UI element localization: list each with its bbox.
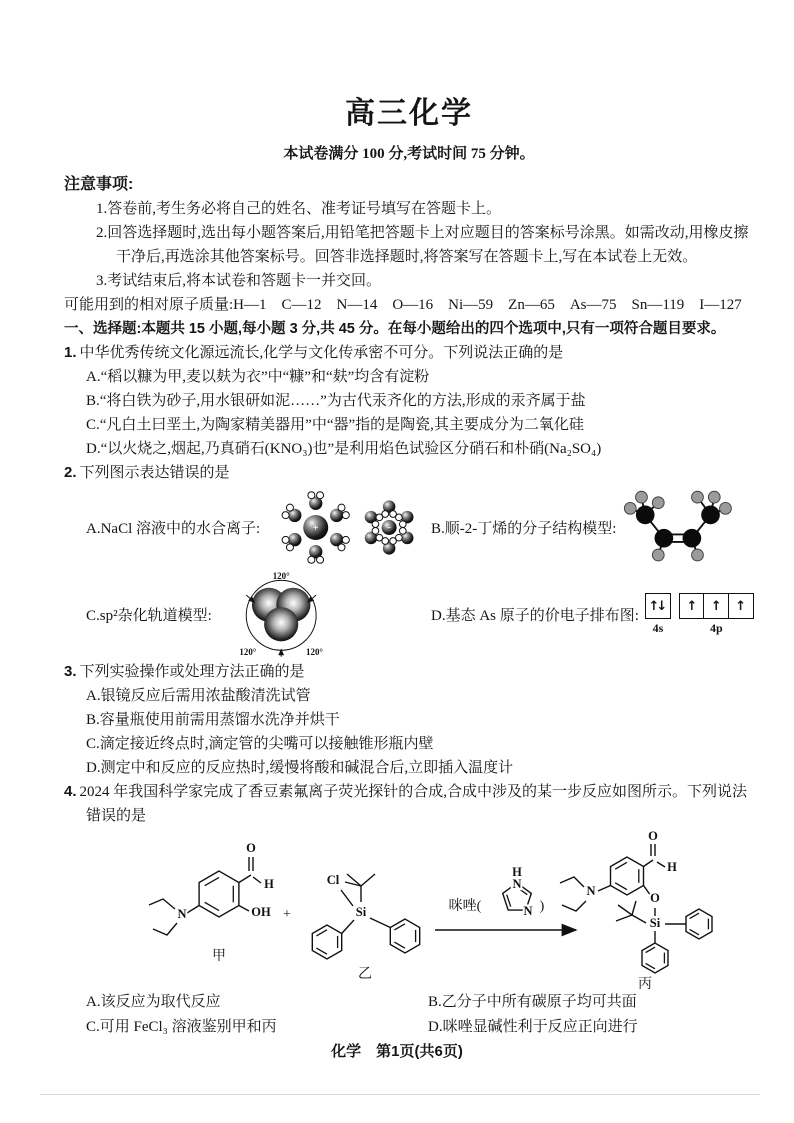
option-a-label: A.NaCl 溶液中的水合离子: (86, 520, 261, 537)
hydrated-ions-figure (264, 486, 431, 569)
question-4 (64, 780, 754, 1040)
option-b: B.乙分子中所有碳原子均可共面 (428, 994, 637, 1010)
atom-O: O (648, 830, 658, 843)
sp2-orbital-figure (230, 569, 334, 660)
notice-item-1: 1.答卷前,考生务必将自己的姓名、准考证号填写在答题卡上。 (96, 201, 502, 217)
option-c: C.“凡白土曰垩土,为陶家精美器用”中“器”指的是陶瓷,其主要成分为二氧化硅 (86, 417, 584, 433)
q2-row-ab (64, 485, 754, 569)
question-number: 1. (64, 344, 77, 361)
atom-N: N (523, 904, 533, 918)
q2-option-b (431, 485, 732, 569)
label-yi: 乙 (358, 967, 372, 982)
reaction-scheme-figure (99, 830, 719, 990)
question-number: 4. (64, 783, 77, 800)
option-b: B.容量瓶使用前需用蒸馏水洗净并烘干 (86, 712, 340, 728)
angle-label-left: 120° (239, 647, 257, 658)
electron-pair: ↑↓ (648, 598, 665, 614)
plus-sign: + (283, 907, 291, 922)
page-title: 高三化学 (345, 97, 473, 130)
reagent-imidazole: 咪唑( (448, 899, 482, 914)
question-2 (64, 461, 754, 660)
orbital-label-4p: 4p (709, 621, 723, 635)
molecule-yi (312, 873, 419, 982)
atom-Si: Si (355, 905, 367, 919)
option-d: D.“以火烧之,烟起,乃真硝石(KNO₃)也”是利用焰色试验区分硝石和朴硝(Na₂SO₄) (86, 441, 602, 457)
page-footer: 化学 第1页(共6页) (331, 1043, 463, 1060)
option-c-label: C.sp²杂化轨道模型: (86, 608, 212, 624)
question-stem: 2024 年我国科学家完成了香豆素氟离子荧光探针的合成,合成中涉及的某一步反应如图所示。下列说法错误的是 (79, 784, 748, 824)
option-c: C.可用 FeCl₃ 溶液鉴别甲和丙 (86, 1019, 277, 1035)
option-c: C.滴定接近终点时,滴定管的尖嘴可以接触锥形瓶内壁 (86, 736, 434, 752)
option-d: D.咪唑显碱性利于反应正向进行 (428, 1019, 638, 1035)
atomic-masses: 可能用到的相对原子质量:H—1 C—12 N—14 O—16 Ni—59 Zn—65 As—75 Sn—119 I—127 (64, 297, 742, 313)
q2-option-d (431, 593, 754, 636)
question-stem: 下列图示表达错误的是 (79, 465, 230, 481)
notice-item-3: 3.考试结束后,将本试卷和答题卡一并交回。 (96, 273, 382, 289)
option-b-label: B.顺-2-丁烯的分子结构模型: (431, 520, 617, 537)
reaction-arrow-group (435, 865, 576, 930)
question-1 (64, 341, 754, 461)
cation-sign: + (313, 522, 319, 534)
label-bing: 丙 (638, 977, 652, 990)
atom-N: N (586, 884, 596, 898)
cis-2-butene-model-figure (620, 485, 732, 569)
angle-label-right: 120° (305, 647, 323, 658)
q2-option-a (86, 486, 431, 569)
option-d-label: D.基态 As 原子的价电子排布图: (431, 608, 639, 624)
molecule-jia (149, 841, 274, 964)
q2-row-cd (64, 569, 754, 660)
orbital-diagram-figure (645, 593, 754, 636)
q2-option-c (86, 569, 431, 660)
exam-meta: 本试卷满分 100 分,考试时间 75 分钟。 (283, 146, 535, 162)
atom-H: H (512, 865, 522, 879)
notice-item-2: 2.回答选择题时,选出每小题答案后,用铅笔把答题卡上对应题目的答案标号涂黑。如需改动,用橡皮擦干净后,再选涂其他答案标号。回答非选择题时,将答案写在答题卡上,写在本试卷上无效。 (96, 225, 749, 265)
electron-up: ↑ (703, 593, 729, 619)
electron-up: ↑ (679, 593, 705, 619)
option-d: D.测定中和反应的反应热时,缓慢将酸和碱混合后,立即插入温度计 (86, 760, 514, 776)
option-a: A.“稻以糠为甲,麦以麸为衣”中“糠”和“麸”均含有淀粉 (86, 369, 430, 385)
option-a: A.银镜反应后需用浓盐酸清洗试管 (86, 688, 311, 704)
atom-O: O (650, 891, 660, 905)
reagent-close-paren: ) (539, 899, 545, 914)
notice-heading: 注意事项: (64, 176, 134, 193)
atom-O: O (246, 841, 256, 855)
electron-up: ↑ (728, 593, 754, 619)
section-header: 一、选择题:本题共 15 小题,每小题 3 分,共 45 分。在每小题给出的四个选项中,只有一项符合题目要求。 (64, 321, 726, 337)
anion-sign: − (386, 522, 392, 532)
question-stem: 中华优秀传统文化源远流长,化学与文化传承密不可分。下列说法正确的是 (79, 345, 564, 361)
atom-OH: OH (251, 905, 271, 919)
atom-N: N (177, 907, 187, 921)
question-number: 2. (64, 464, 77, 481)
atom-H: H (264, 877, 274, 891)
question-number: 3. (64, 663, 77, 680)
atom-Cl: Cl (326, 873, 340, 887)
atom-H: H (667, 860, 677, 874)
scan-fold-line (40, 1094, 760, 1095)
angle-label-top: 120° (272, 570, 290, 581)
atom-N: N (512, 877, 522, 891)
molecule-bing (560, 830, 712, 990)
question-stem: 下列实验操作或处理方法正确的是 (79, 664, 305, 680)
question-3 (64, 660, 754, 780)
label-jia: 甲 (212, 949, 226, 964)
option-a: A.该反应为取代反应 (86, 994, 221, 1010)
q4-options (64, 990, 754, 1040)
orbital-label-4s: 4s (652, 621, 664, 635)
atom-Si: Si (649, 916, 661, 930)
option-b: B.“将白铁为砂子,用水银研如泥……”为古代汞齐化的方法,形成的汞齐属于盐 (86, 393, 586, 409)
